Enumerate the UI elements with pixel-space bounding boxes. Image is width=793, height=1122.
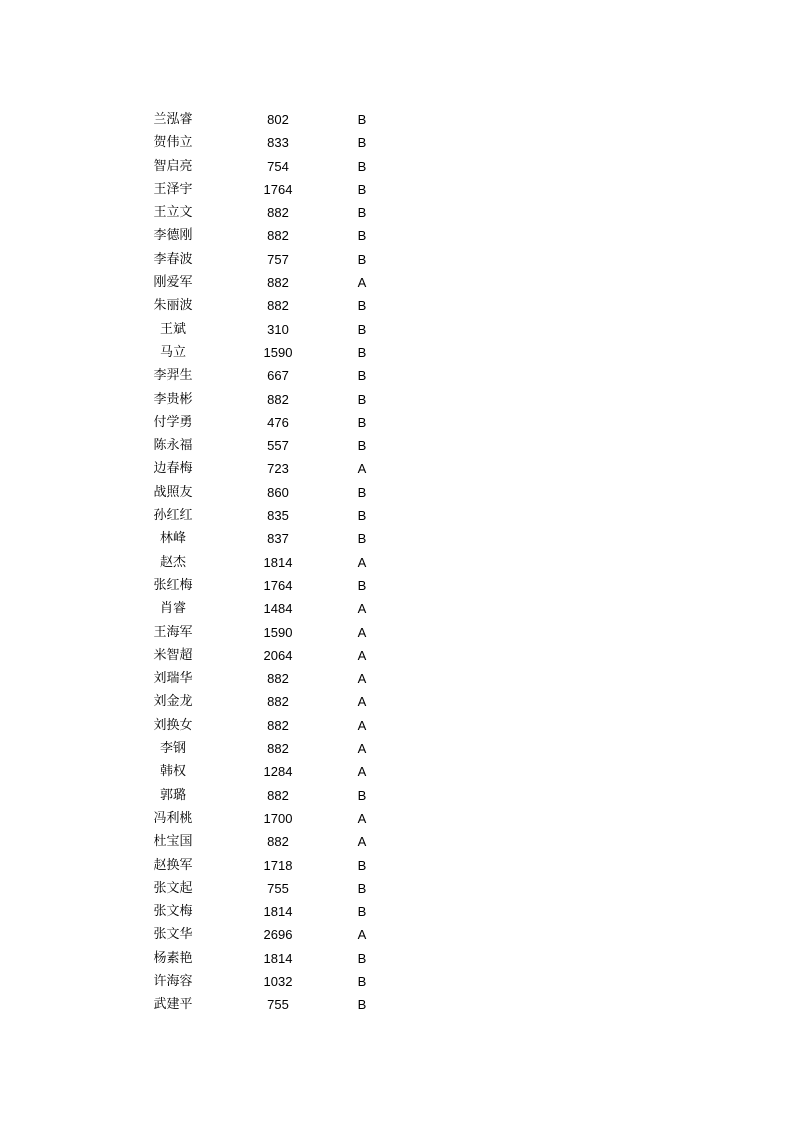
name-cell: 刘换女 (153, 717, 193, 733)
table-row (140, 760, 400, 783)
grade-cell: B (357, 205, 367, 221)
table-row (140, 201, 400, 224)
grade-cell: B (357, 298, 367, 314)
value-cell: 882 (267, 787, 289, 803)
grade-cell: A (357, 717, 367, 733)
grade-cell: B (357, 997, 367, 1013)
name-cell: 智启亮 (153, 158, 193, 174)
name-cell: 王泽宇 (153, 181, 193, 197)
name-cell: 杨素艳 (153, 950, 193, 966)
value-cell: 1484 (263, 601, 293, 617)
value-cell: 557 (267, 438, 289, 454)
grade-cell: A (357, 741, 367, 757)
grade-cell: B (357, 181, 367, 197)
grade-cell: B (357, 251, 367, 267)
table-row (140, 947, 400, 970)
name-cell: 肖睿 (159, 601, 186, 617)
name-cell: 孙红红 (153, 508, 193, 524)
value-cell: 754 (267, 158, 289, 174)
grade-cell: A (357, 927, 367, 943)
name-cell: 朱丽波 (153, 298, 193, 314)
table-row (140, 434, 400, 457)
value-cell: 757 (267, 251, 289, 267)
value-cell: 1284 (263, 764, 293, 780)
value-cell: 835 (267, 508, 289, 524)
name-cell: 林峰 (159, 531, 186, 547)
name-cell: 刚爱军 (153, 275, 193, 291)
name-cell: 张文梅 (153, 904, 193, 920)
name-cell: 武建平 (153, 997, 193, 1013)
table-row (140, 714, 400, 737)
table-row (140, 551, 400, 574)
value-cell: 882 (267, 694, 289, 710)
grade-cell: B (357, 904, 367, 920)
value-cell: 860 (267, 484, 289, 500)
grade-cell: B (357, 112, 367, 127)
table-row (140, 900, 400, 923)
name-cell: 李钢 (159, 741, 186, 757)
grade-cell: B (357, 368, 367, 384)
name-cell: 王斌 (159, 321, 186, 337)
value-cell: 882 (267, 228, 289, 244)
name-cell: 李春波 (153, 251, 193, 267)
table-row (140, 854, 400, 877)
table-row (140, 155, 400, 178)
table-row (140, 131, 400, 154)
table-row (140, 644, 400, 667)
value-cell: 1590 (263, 344, 293, 360)
value-cell: 1718 (263, 857, 293, 873)
data-table (140, 108, 400, 1017)
name-cell: 赵杰 (159, 554, 186, 570)
value-cell: 1764 (263, 577, 293, 593)
grade-cell: B (357, 880, 367, 896)
grade-cell: A (357, 461, 367, 477)
grade-cell: A (357, 671, 367, 687)
table-row (140, 784, 400, 807)
table-row (140, 294, 400, 317)
value-cell: 667 (267, 368, 289, 384)
grade-cell: B (357, 344, 367, 360)
table-row (140, 667, 400, 690)
value-cell: 476 (267, 414, 289, 430)
table-row (140, 807, 400, 830)
name-cell: 陈永福 (153, 438, 193, 454)
table-row (140, 970, 400, 993)
table-row (140, 248, 400, 271)
name-cell: 许海容 (153, 973, 193, 989)
grade-cell: B (357, 787, 367, 803)
grade-cell: A (357, 764, 367, 780)
table-row (140, 597, 400, 620)
value-cell: 882 (267, 741, 289, 757)
grade-cell: B (357, 973, 367, 989)
value-cell: 882 (267, 717, 289, 733)
name-cell: 李贵彬 (153, 391, 193, 407)
name-cell: 张文华 (153, 927, 193, 943)
name-cell: 杜宝国 (153, 834, 193, 850)
name-cell: 郭璐 (159, 787, 186, 803)
grade-cell: B (357, 135, 367, 151)
grade-cell: B (357, 391, 367, 407)
name-cell: 边春梅 (153, 461, 193, 477)
name-cell: 贺伟立 (153, 135, 193, 151)
grade-cell: A (357, 275, 367, 291)
table-row (140, 388, 400, 411)
value-cell: 837 (267, 531, 289, 547)
name-cell: 王海军 (153, 624, 193, 640)
grade-cell: A (357, 834, 367, 850)
grade-cell: B (357, 228, 367, 244)
value-cell: 833 (267, 135, 289, 151)
grade-cell: B (357, 531, 367, 547)
value-cell: 1814 (263, 950, 293, 966)
name-cell: 刘瑞华 (153, 671, 193, 687)
grade-cell: A (357, 810, 367, 826)
table-row (140, 108, 400, 131)
value-cell: 310 (267, 321, 289, 337)
name-cell: 冯利桃 (153, 810, 193, 826)
name-cell: 张红梅 (153, 577, 193, 593)
name-cell: 战照友 (153, 484, 193, 500)
table-row (140, 504, 400, 527)
table-row (140, 341, 400, 364)
table-row (140, 527, 400, 550)
name-cell: 米智超 (153, 647, 193, 663)
grade-cell: A (357, 554, 367, 570)
value-cell: 882 (267, 834, 289, 850)
table-row (140, 411, 400, 434)
grade-cell: A (357, 601, 367, 617)
value-cell: 1764 (263, 181, 293, 197)
name-cell: 兰泓睿 (153, 112, 193, 127)
grade-cell: A (357, 647, 367, 663)
value-cell: 1814 (263, 554, 293, 570)
table-row (140, 271, 400, 294)
table-row (140, 993, 400, 1016)
value-cell: 2064 (263, 647, 293, 663)
value-cell: 723 (267, 461, 289, 477)
value-cell: 882 (267, 205, 289, 221)
table-row (140, 737, 400, 760)
table-row (140, 574, 400, 597)
table-row (140, 318, 400, 341)
value-cell: 882 (267, 671, 289, 687)
value-cell: 1590 (263, 624, 293, 640)
value-cell: 2696 (263, 927, 293, 943)
table-row (140, 877, 400, 900)
table-row (140, 224, 400, 247)
table-row (140, 690, 400, 713)
grade-cell: B (357, 577, 367, 593)
table-row (140, 481, 400, 504)
name-cell: 张文起 (153, 880, 193, 896)
grade-cell: B (357, 414, 367, 430)
name-cell: 李德刚 (153, 228, 193, 244)
table-row (140, 830, 400, 853)
table-row (140, 364, 400, 387)
name-cell: 赵换军 (153, 857, 193, 873)
value-cell: 882 (267, 298, 289, 314)
name-cell: 付学勇 (153, 414, 193, 430)
value-cell: 755 (267, 997, 289, 1013)
grade-cell: B (357, 321, 367, 337)
name-cell: 王立文 (153, 205, 193, 221)
grade-cell: A (357, 624, 367, 640)
name-cell: 李羿生 (153, 368, 193, 384)
grade-cell: B (357, 484, 367, 500)
table-row (140, 621, 400, 644)
value-cell: 1700 (263, 810, 293, 826)
grade-cell: B (357, 158, 367, 174)
value-cell: 802 (267, 112, 289, 127)
grade-cell: B (357, 508, 367, 524)
value-cell: 882 (267, 275, 289, 291)
value-cell: 755 (267, 880, 289, 896)
table-row (140, 457, 400, 480)
name-cell: 马立 (159, 344, 186, 360)
name-cell: 韩权 (159, 764, 186, 780)
grade-cell: B (357, 857, 367, 873)
table-row (140, 923, 400, 946)
name-cell: 刘金龙 (153, 694, 193, 710)
table-row (140, 178, 400, 201)
value-cell: 882 (267, 391, 289, 407)
grade-cell: B (357, 950, 367, 966)
grade-cell: B (357, 438, 367, 454)
value-cell: 1814 (263, 904, 293, 920)
value-cell: 1032 (263, 973, 293, 989)
grade-cell: A (357, 694, 367, 710)
